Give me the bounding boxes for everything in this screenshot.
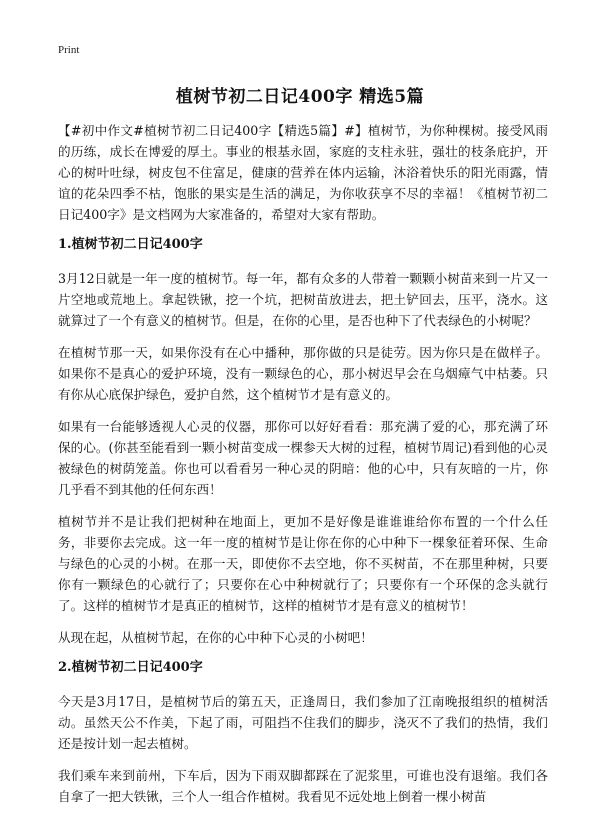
intro-paragraph: 【#初中作文#植树节初二日记400字【精选5篇】#】植树节，为你种棵树。接受风雨的历练，成长在博爱的厚土。事业的根基永固，家庭的支柱永驻，强壮的枝条庇护，开心的树叶吐绿，树皮包不住富足，健康的营养在体内运输，沐浴着快乐的阳光雨露，情谊的花朵四季不枯，饱胀的果实是生活的满足，为你收获享不尽的幸福！《植树节初二日记400字》是文档网为大家准备的，希望对大家有帮助。 bbox=[58, 123, 548, 222]
document-title: 植树节初二日记400字 精选5篇 bbox=[175, 87, 425, 107]
section-1-paragraph: 如果有一台能够透视人心灵的仪器，那你可以好好看看：那充满了爱的心，那充满了环保的心。(你甚至能看到一颗小树苗变成一棵参天大树的过程，植树节周记)看到他的心灵被绿色的树荫笼盖。你也可以看看另一种心灵的阴暗：他的心中，只有灰暗的一片，你几乎看不到其他的任何东西！ bbox=[58, 419, 548, 497]
section-1-paragraph: 从现在起，从植树节起，在你的心中种下心灵的小树吧！ bbox=[58, 630, 373, 645]
document-body bbox=[58, 120, 548, 818]
section-1-paragraph: 3月12日就是一年一度的植树节。每一年，都有众多的人带着一颗颗小树苗来到一片又一片空地或荒地上。拿起铁锹，挖一个坑，把树苗放进去，把土铲回去，压平，浇水。这就算过了一个有意义的植树节。但是，在你的心里，是否也种下了代表绿色的小树呢？ bbox=[58, 271, 549, 328]
section-1-heading: 1.植树节初二日记400字 bbox=[58, 237, 203, 252]
section-1-paragraph: 在植树节那一天，如果你没有在心中播种，那你做的只是徒劳。因为你只是在做样子。如果你不是真心的爱护环境，没有一颗绿色的心，那小树迟早会在乌烟瘴气中枯萎。只有你从心底保护绿色，爱护自然，这个植树节才是有意义的。 bbox=[58, 345, 548, 402]
section-2-paragraph: 我们乘车来到前州，下车后，因为下雨双脚都踩在了泥浆里，可谁也没有退缩。我们各自拿了一把大铁锹，三个人一组合作植树。我看见不远处地上倒着一棵小树苗 bbox=[58, 768, 548, 804]
section-1-paragraph: 植树节并不是让我们把树种在地面上，更加不是好像是谁谁谁给你布置的一个什么任务，非要你去完成。这一年一度的植树节是让你在你的心中种下一棵象征着环保、生命与绿色的心灵的小树。在那一天，即使你不去空地，你不买树苗，不在那里种树，只要你有一颗绿色的心就行了；只要你在心中种树就行了；只要你有一个环保的念头就行了。这样的植树节才是真正的植树节，这样的植树节才是有意义的植树节！ bbox=[58, 514, 548, 613]
print-label: Print bbox=[58, 44, 80, 56]
section-2-paragraph: 今天是3月17日，是植树节后的第五天，正逢周日，我们参加了江南晚报组织的植树活动。虽然天公不作美，下起了雨，可阻挡不住我们的脚步，浇灭不了我们的热情，我们还是按计划一起去植树。 bbox=[58, 694, 548, 751]
section-2-heading: 2.植树节初二日记400字 bbox=[58, 660, 203, 675]
